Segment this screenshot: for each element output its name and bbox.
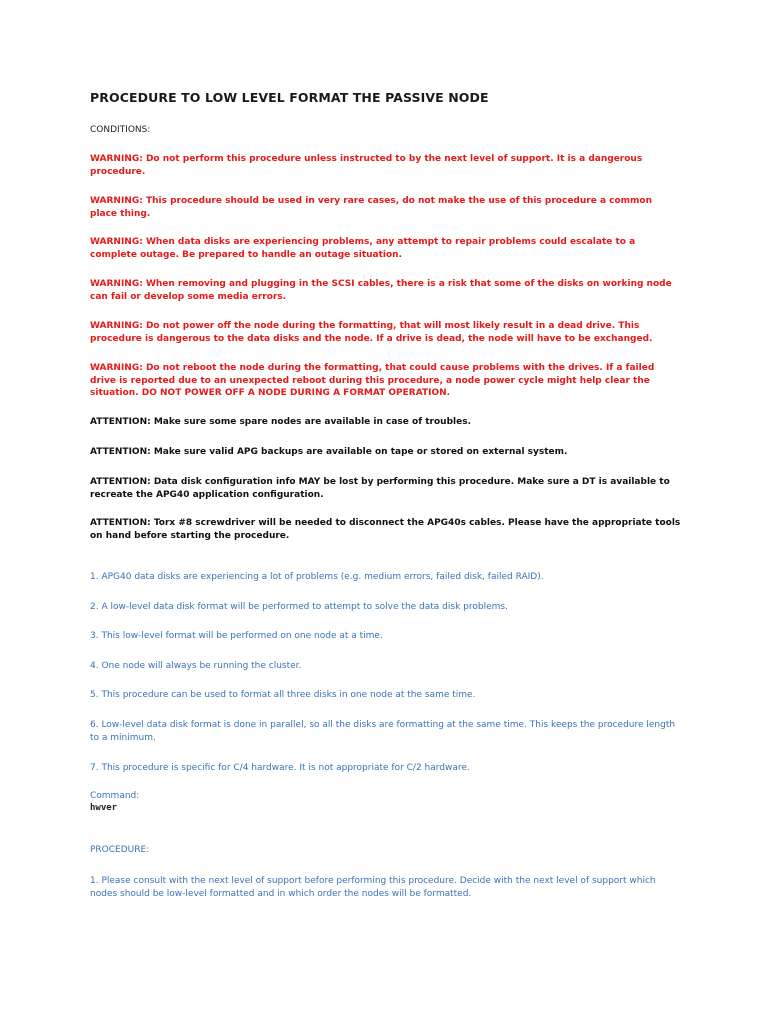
document-title: PROCEDURE TO LOW LEVEL FORMAT THE PASSIVE NODE — [90, 90, 489, 105]
procedure-label: PROCEDURE: — [90, 845, 150, 855]
warning-1: WARNING: Do not perform this procedure unless instructed to by the next level of support. It is a dangerous procedure. — [90, 154, 643, 177]
warning-4: WARNING: When removing and plugging in the SCSI cables, there is a risk that some of the disks on working node can fail or develop some media errors. — [90, 279, 672, 302]
note-5: 5. This procedure can be used to format all three disks in one node at the same time. — [90, 690, 476, 700]
note-3: 3. This low-level format will be performed on one node at a time. — [90, 631, 383, 641]
note-6: 6. Low-level data disk format is done in parallel, so all the disks are formatting at the same time. This keeps the procedure length to a minimum. — [90, 720, 676, 743]
attention-4: ATTENTION: Torx #8 screwdriver will be needed to disconnect the APG40s cables. Please have the appropriate tools on hand before starting the procedure. — [90, 518, 681, 541]
command-text: hwver — [90, 803, 118, 813]
attention-2: ATTENTION: Make sure valid APG backups are available on tape or stored on external system. — [90, 447, 568, 457]
note-4: 4. One node will always be running the cluster. — [90, 661, 302, 671]
note-2: 2. A low-level data disk format will be performed to attempt to solve the data disk problems. — [90, 602, 508, 612]
warning-3: WARNING: When data disks are experiencing problems, any attempt to repair problems could escalate to a complete outage. Be prepared to handle an outage situation. — [90, 237, 636, 260]
conditions-label: CONDITIONS: — [90, 125, 151, 135]
warning-6: WARNING: Do not reboot the node during the formatting, that could cause problems with the drives. If a failed drive is reported due to an unexpected reboot during this procedure, a node power cycle might help clear the situation. DO NOT POWER OFF A NODE DURING A FORMAT OPERATION. — [90, 363, 655, 398]
procedure-step-1: 1. Please consult with the next level of support before performing this procedure. Decide with the next level of support which nodes should be low-level formatted and in which order the nodes will be formatted. — [90, 876, 656, 899]
note-7: 7. This procedure is specific for C/4 hardware. It is not appropriate for C/2 hardware. — [90, 763, 470, 773]
command-label: Command: — [90, 791, 140, 801]
warning-5: WARNING: Do not power off the node during the formatting, that will most likely result in a dead drive. This procedure is dangerous to the data disks and the node. If a drive is dead, the node will have to be exchanged. — [90, 321, 653, 344]
attention-3: ATTENTION: Data disk configuration info MAY be lost by performing this procedure. Make sure a DT is available to recreate the APG40 application configuration. — [90, 477, 670, 500]
attention-1: ATTENTION: Make sure some spare nodes are available in case of troubles. — [90, 417, 471, 427]
warning-2: WARNING: This procedure should be used in very rare cases, do not make the use of this procedure a common place thing. — [90, 196, 653, 219]
note-1: 1. APG40 data disks are experiencing a lot of problems (e.g. medium errors, failed disk, failed RAID). — [90, 572, 544, 582]
